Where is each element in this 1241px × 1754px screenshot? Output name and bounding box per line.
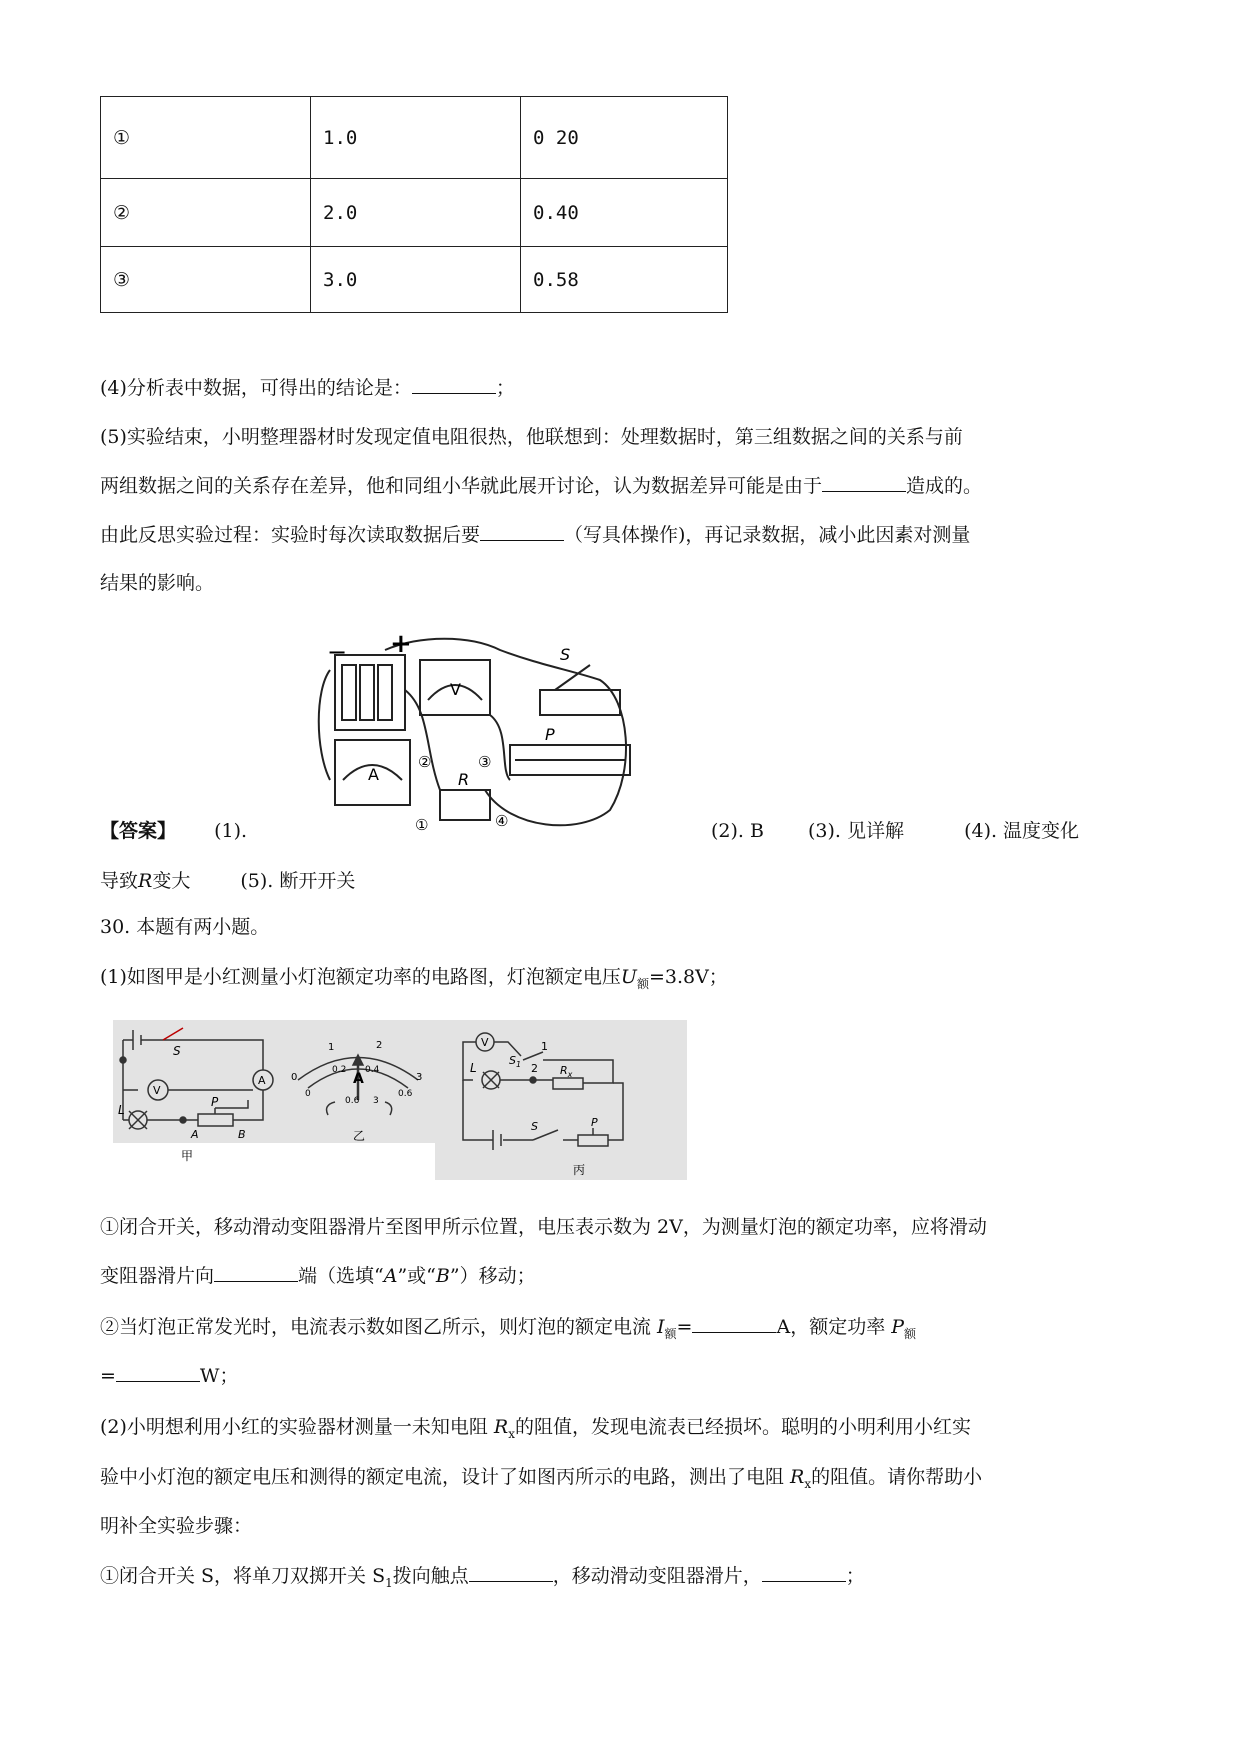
- current-cell: [521, 97, 728, 179]
- ammeter-label: A: [368, 765, 379, 784]
- answer-blank: [214, 1263, 298, 1282]
- fig-bing-rx: [560, 1064, 573, 1079]
- meter-top-3: 3: [416, 1072, 423, 1083]
- answer-blank: [480, 522, 564, 541]
- fig-yi-caption: 乙: [353, 1129, 366, 1143]
- option-a: A: [383, 1265, 398, 1287]
- fig-bing-caption: 丙: [573, 1163, 586, 1177]
- fig-bing-voltmeter: V: [481, 1036, 489, 1049]
- fig-bing-contact-2: 2: [531, 1062, 538, 1075]
- rx-subscript: x: [567, 1070, 573, 1079]
- terminal-1: ①: [415, 816, 429, 834]
- q30-text: ”或“: [397, 1265, 436, 1287]
- meter-bottom-0.4: 0.4: [365, 1065, 380, 1075]
- answer-line-1: [100, 816, 247, 846]
- q30-text: ，移动滑动变阻器滑片，: [552, 1565, 762, 1587]
- q4-text: (4)分析表中数据，可得出的结论是：: [100, 377, 412, 399]
- fig-bing-contact-1: 1: [541, 1040, 548, 1053]
- answer-part-4: (4). 温度变化: [964, 820, 1080, 842]
- circuit-photo-figure: [310, 630, 640, 840]
- q30-text: (1)如图甲是小红测量小灯泡额定功率的电路图，灯泡额定电压: [100, 966, 621, 988]
- q30-part2-line1: [100, 1412, 971, 1449]
- answer-part-5: (5). 断开开关: [240, 870, 356, 892]
- answer-part-1: (1).: [214, 820, 248, 842]
- meter-top-1: 1: [328, 1042, 335, 1053]
- answer-line-2: [100, 866, 355, 896]
- q5-line-4: 结果的影响。: [100, 572, 215, 594]
- q30-step3-line: [100, 1561, 865, 1598]
- meter-top-0: 0: [291, 1072, 298, 1083]
- answer-line-1-right: [711, 816, 1079, 846]
- meter-unit-a: A: [353, 1071, 364, 1087]
- minus-sign: −: [327, 638, 348, 666]
- fig-bing-lamp: L: [470, 1061, 477, 1075]
- table-row: [101, 247, 728, 313]
- q30-text: W；: [199, 1365, 239, 1387]
- q4-end: ；: [495, 377, 515, 399]
- q5-text: 两组数据之间的关系存在差异，他和同组小华就此展开讨论，认为数据差异可能是由于: [100, 475, 823, 497]
- voltage-cell: 3.0: [311, 247, 521, 313]
- q30-text: 验中小灯泡的额定电压和测得的额定电流，设计了如图丙所示的电路，测出了电阻: [100, 1466, 785, 1488]
- answer-text: 导致: [100, 870, 139, 892]
- subscript: 额: [636, 976, 649, 991]
- subscript: 额: [664, 1326, 677, 1341]
- option-b: B: [435, 1265, 450, 1287]
- q30-step1-line2: [100, 1261, 536, 1291]
- resistance-symbol: R: [790, 1466, 805, 1488]
- table-row: [101, 179, 728, 247]
- answer-blank: [692, 1314, 776, 1333]
- fig-jia-lamp: L: [118, 1103, 125, 1117]
- q30-part1-intro: [100, 962, 728, 999]
- rx-letter: R: [560, 1064, 568, 1077]
- row-index: ②: [101, 179, 311, 247]
- q30-text: 拨向触点: [392, 1565, 469, 1587]
- voltage-cell: 1.0: [311, 97, 521, 179]
- fig-bing-slider: P: [591, 1116, 598, 1129]
- q30-text: ②当灯泡正常发光时，电流表示数如图乙所示，则灯泡的额定电流: [100, 1316, 652, 1338]
- q5-line-1: (5)实验结束，小明整理器材时发现定值电阻很热，他联想到：处理数据时，第三组数据之间的关系与前: [100, 426, 963, 448]
- fig-bing-switch: S: [531, 1120, 538, 1133]
- q5-text: （写具体操作)，再记录数据，减小此因素对测量: [564, 524, 971, 546]
- q30-text: =3.8V；: [648, 966, 728, 988]
- current-cell: 0.58: [521, 247, 728, 313]
- q30-text: ①闭合开关 S，将单刀双掷开关 S: [100, 1565, 386, 1587]
- meter-bottom-0.6: 0.6: [398, 1089, 413, 1099]
- q30-text: 变阻器滑片向: [100, 1265, 215, 1287]
- subscript: 1: [385, 1575, 393, 1590]
- q5-text: 由此反思实验过程：实验时每次读取数据后要: [100, 524, 481, 546]
- answer-blank: [762, 1563, 846, 1582]
- answer-text: 变大: [152, 870, 191, 892]
- data-table: [100, 96, 728, 313]
- q30-step1-line1: ①闭合开关，移动滑动变阻器滑片至图甲所示位置，电压表示数为 2V，为测量灯泡的额定功率，应将滑动: [100, 1216, 987, 1238]
- current-cell: 0.40: [521, 179, 728, 247]
- answer-tag: 【答案】: [100, 820, 177, 842]
- plus-sign: +: [390, 630, 412, 659]
- q30-text: 的阻值。请你帮助小: [811, 1466, 983, 1488]
- fig-jia-ammeter: A: [258, 1074, 266, 1087]
- meter-bottom-0.2: 0.2: [332, 1065, 347, 1075]
- current-symbol: I: [657, 1316, 665, 1338]
- q30-step2-line2: [100, 1361, 238, 1391]
- table-row: [101, 97, 728, 179]
- fig-jia-slider: P: [211, 1095, 219, 1109]
- q30-text: ”）移动；: [449, 1265, 536, 1287]
- current-value: 0 20: [533, 126, 579, 149]
- switch-label: S: [560, 645, 571, 664]
- voltage-cell: 2.0: [311, 179, 521, 247]
- answer-blank: [822, 473, 906, 492]
- terminal-2: ②: [418, 753, 432, 771]
- q30-text: A，额定功率: [776, 1316, 886, 1338]
- power-symbol: P: [891, 1316, 904, 1338]
- q30-title: 30. 本题有两小题。: [100, 916, 270, 938]
- answer-part-2: (2). B: [711, 820, 764, 842]
- fig-jia-point-a: A: [191, 1128, 199, 1141]
- subscript: x: [804, 1476, 812, 1491]
- q5-line-3: [100, 520, 970, 550]
- fig-bing-s1: [509, 1054, 521, 1069]
- q30-step2-line1: [100, 1312, 916, 1349]
- q30-text: =: [676, 1316, 693, 1338]
- q30-text: 端（选填“: [298, 1265, 384, 1287]
- q30-part2-line2: [100, 1462, 982, 1499]
- fig-jia-point-b: B: [238, 1128, 246, 1141]
- question-4: [100, 373, 515, 403]
- resistance-symbol: R: [493, 1416, 509, 1438]
- answer-blank: [116, 1363, 200, 1382]
- meter-bottom-0: 0: [305, 1089, 311, 1099]
- q30-part2-line3: 明补全实验步骤：: [100, 1515, 253, 1537]
- fig-jia-voltmeter: V: [153, 1084, 161, 1097]
- terminal-3: 3: [373, 1096, 379, 1106]
- q30-text: =: [100, 1365, 116, 1387]
- slider-label: P: [545, 725, 555, 744]
- s1-subscript: 1: [515, 1060, 522, 1069]
- voltage-symbol: U: [620, 966, 637, 988]
- terminal-4: ④: [495, 812, 509, 830]
- s1-letter: S: [509, 1054, 516, 1067]
- fig-jia-switch: S: [173, 1044, 181, 1058]
- q30-text: 的阻值，发现电流表已经损坏。聪明的小明利用小红实: [515, 1416, 972, 1438]
- answer-blank: [412, 375, 496, 394]
- resistor-label: R: [458, 770, 470, 789]
- q5-text: 造成的。: [906, 475, 983, 497]
- answer-blank: [469, 1563, 553, 1582]
- resistance-symbol: R: [138, 870, 153, 892]
- voltmeter-label: V: [450, 680, 461, 699]
- terminal-0.6: 0.6: [345, 1096, 360, 1106]
- row-index: ③: [101, 247, 311, 313]
- terminal-3: ③: [478, 753, 492, 771]
- q30-text: ；: [845, 1565, 865, 1587]
- circuit-diagrams-figure: [113, 1020, 687, 1180]
- meter-top-2: 2: [376, 1040, 383, 1051]
- q30-text: (2)小明想利用小红的实验器材测量一未知电阻: [100, 1416, 488, 1438]
- answer-part-3: (3). 见详解: [808, 820, 905, 842]
- fig-jia-caption: 甲: [181, 1149, 194, 1163]
- subscript: 额: [904, 1326, 917, 1341]
- subscript: x: [508, 1426, 516, 1441]
- q5-line-2: [100, 471, 982, 501]
- row-index: ①: [101, 97, 311, 179]
